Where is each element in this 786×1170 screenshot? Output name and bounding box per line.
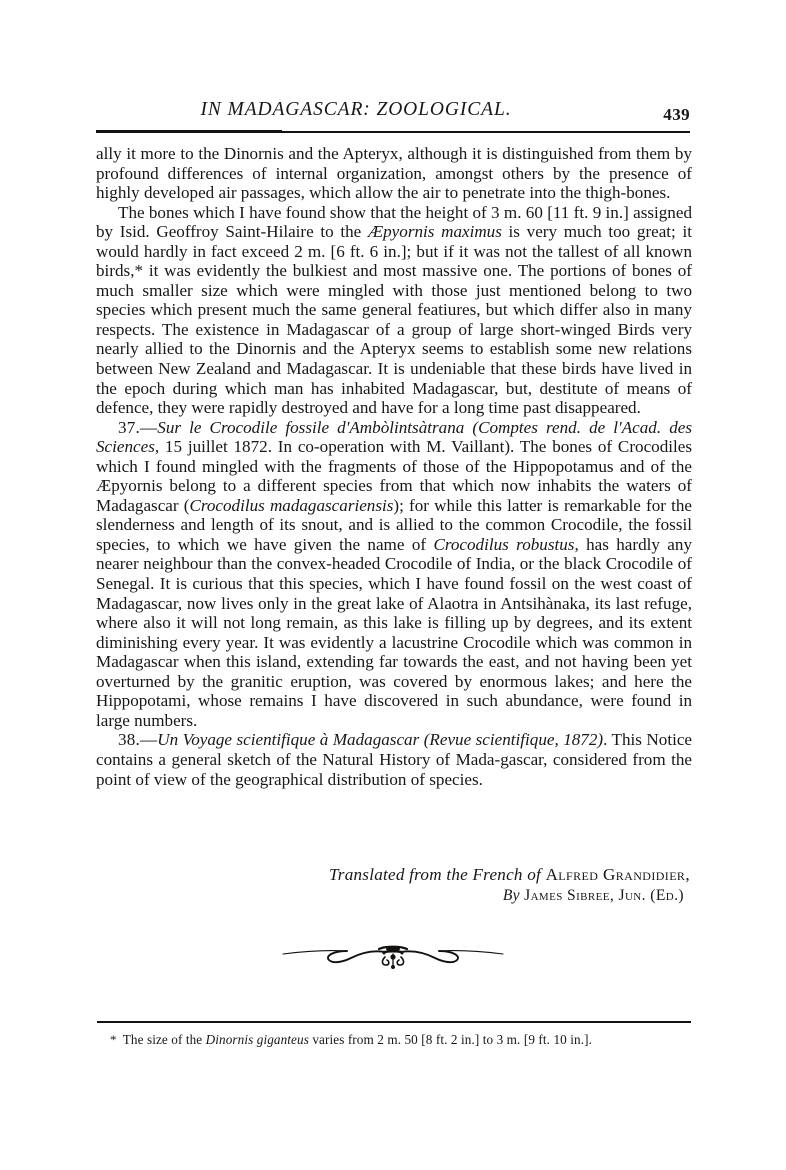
species-name-crocodilus-madagascariensis: Crocodilus madagascariensis bbox=[189, 495, 394, 515]
paragraph-3-entry-37 bbox=[96, 418, 692, 731]
footnote-segment-2: varies from 2 m. 50 [8 ft. 2 in.] to 3 m. [9 ft. 10 in.]. bbox=[308, 1032, 592, 1047]
paragraph-2 bbox=[96, 203, 692, 418]
author-name: Alfred Grandidier, bbox=[545, 865, 690, 884]
entry-number-38: 38.— bbox=[118, 730, 158, 750]
translator-credit bbox=[96, 864, 690, 885]
decorative-flourish-ornament bbox=[281, 938, 505, 972]
entry-number-37: 37.— bbox=[118, 417, 158, 437]
body-text bbox=[96, 144, 692, 789]
header-rule bbox=[96, 131, 690, 133]
paragraph-continuation bbox=[96, 144, 692, 203]
page-number: 439 bbox=[663, 105, 690, 124]
entry-38-title: Un Voyage scientifique à Madagascar (Revue scientifique, 1872) bbox=[157, 730, 604, 750]
footnote-text bbox=[110, 1031, 690, 1048]
species-name-aepyornis-maximus: Æpyornis maximus bbox=[367, 222, 502, 242]
paragraph-3-segment-1: , 15 juillet 1872. In co-operation with M. Vaillant). The bones of Crocodiles which I found mingled with the fragments of those of the Hippopotamus and of the Æpyornis belong to a different species from that which now inhabits the waters of Madagascar ( bbox=[96, 437, 692, 515]
footnote-rule bbox=[97, 1021, 691, 1023]
species-name-dinornis-giganteus: Dinornis giganteus bbox=[205, 1032, 309, 1047]
page-title: IN MADAGASCAR: ZOOLOGICAL. bbox=[200, 99, 512, 120]
attribution-block bbox=[96, 864, 690, 906]
paragraph-4-entry-38 bbox=[96, 730, 692, 789]
by-label: By bbox=[502, 887, 525, 904]
running-head bbox=[96, 99, 690, 127]
translator-name: James Sibree, Jun. (Ed.) bbox=[524, 887, 684, 904]
paragraph-3-segment-2: ); for while this latter is remarkable for the slenderness and length of its snout, and is allied to the common Crocodile, the fossil species, to which we have given the name of bbox=[96, 495, 692, 554]
entry-37-title: Sur le Crocodile fossile d'Ambòlintsàtrana (Comptes rend. de l'Acad. des Sciences bbox=[96, 417, 692, 457]
translator-name-line bbox=[96, 885, 690, 906]
paragraph-1-text: ally it more to the Dinornis and the Apteryx, although it is distinguished from them by profound differences of internal organization, amongst others by the presence of highly developed air passages, which allow the air to penetrate into the thigh-bones. bbox=[96, 144, 692, 203]
species-name-crocodilus-robustus: Crocodilus robustus bbox=[433, 534, 575, 554]
paragraph-4-segment-1: . This Notice contains a general sketch of the Natural History of Mada-gascar, considered from the point of view of the geographical distribution of species. bbox=[96, 730, 692, 789]
paragraph-2-segment-1: The bones which I have found show that the height of 3 m. 60 [11 ft. 9 in.] assigned by Isid. Geoffroy Saint-Hilaire to the bbox=[96, 202, 692, 242]
translated-from-label: Translated from the French of bbox=[328, 865, 546, 884]
paragraph-2-segment-2: is very much too great; it would hardly in fact exceed 2 m. [6 ft. 6 in.]; but if it was not the tallest of all known birds,* it was evidently the bulkiest and most massive one. The portions of bones of much smaller size which were mingled with those just mentioned belong to two species which present much the same general featiures, but which differ also in many respects. The existence in Madagascar of a group of large short-winged Birds very nearly allied to the Dinornis and the Apteryx seems to establish some new relations between New Zealand and Madagascar. It is undeniable that these birds have lived in the epoch during which man has inhabited Madagascar, but, destitute of means of defence, they were rapidly destroyed and have for a long time past disappeared. bbox=[96, 222, 692, 418]
paragraph-3-segment-3: , has hardly any nearer neighbour than the convex-headed Crocodile of India, or the black Crocodile of Senegal. It is curious that this species, which I have found fossil on the west coast of Madagascar, now lives only in the great lake of Alaotra in Antsihànaka, its last refuge, where also it will not long remain, as this lake is filling up by degrees, and its extent diminishing every year. It was evidently a lacustrine Crocodile which was common in Madagascar when this island, extending far towards the east, and not having been yet overturned by the granitic eruption, was covered by enormous lakes; and here the Hippopotami, whose remains I have discovered in such abundance, were found in large numbers. bbox=[96, 534, 692, 730]
footnote-segment-1: The size of the bbox=[119, 1032, 206, 1047]
footnote-marker: * bbox=[110, 1032, 117, 1047]
